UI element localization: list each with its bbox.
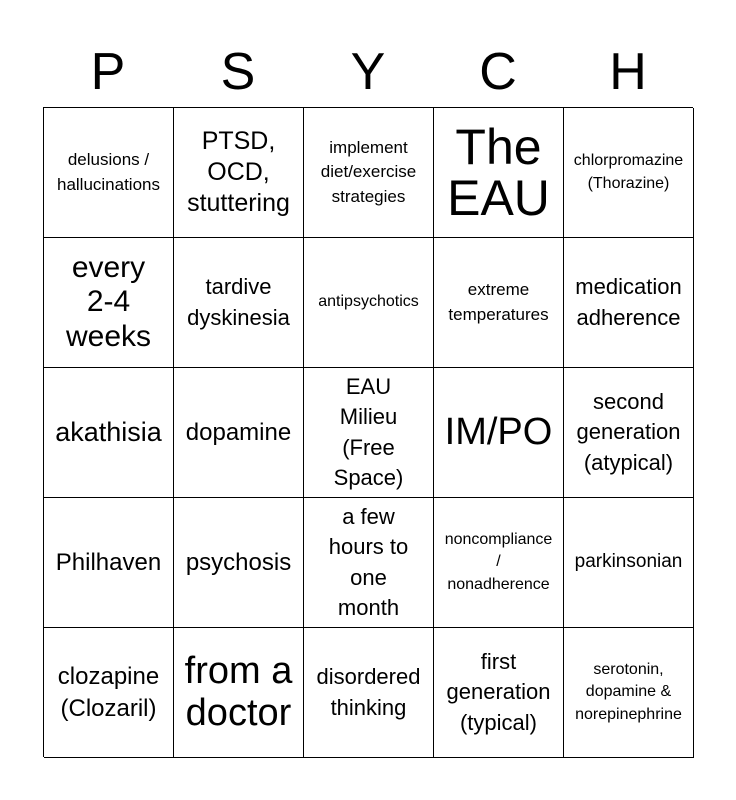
cell-text: Philhaven (55, 548, 162, 576)
bingo-cell[interactable] (564, 498, 694, 628)
bingo-cell[interactable] (564, 108, 694, 238)
header-letter-h: H (609, 43, 647, 101)
cell-text: The EAU (447, 118, 550, 226)
cell-text: chlorpromazine (Thorazine) (573, 152, 684, 192)
cell-text: disordered thinking (316, 664, 421, 720)
cell-text: every 2-4 weeks (65, 250, 152, 353)
cell-text: a few hours to one month (328, 503, 409, 620)
cell-text: EAU Milieu (Free Space) (333, 373, 404, 490)
cell-text: noncompliance / nonadherence (444, 530, 553, 593)
bingo-cell[interactable] (44, 628, 174, 758)
bingo-cell[interactable] (174, 628, 304, 758)
bingo-cell[interactable] (434, 628, 564, 758)
bingo-cell[interactable] (564, 238, 694, 368)
bingo-cell[interactable] (44, 238, 174, 368)
bingo-cell[interactable] (44, 498, 174, 628)
bingo-cell[interactable] (434, 498, 564, 628)
cell-text: tardive dyskinesia (187, 274, 290, 330)
bingo-cell[interactable] (174, 498, 304, 628)
bingo-cell[interactable] (434, 368, 564, 498)
header-letter-s: S (220, 43, 256, 101)
cell-text: second generation (atypical) (576, 388, 681, 475)
bingo-cell[interactable] (304, 108, 434, 238)
bingo-header (43, 40, 693, 104)
header-letter-c: C (479, 43, 517, 101)
bingo-cell[interactable] (434, 108, 564, 238)
cell-text: IM/PO (444, 410, 553, 453)
cell-text: delusions / hallucinations (56, 149, 160, 194)
bingo-cell[interactable] (44, 108, 174, 238)
cell-text: akathisia (55, 416, 162, 447)
header-letter-y: Y (350, 43, 386, 101)
cell-text: dopamine (185, 418, 292, 446)
cell-text: psychosis (185, 548, 292, 576)
cell-text: serotonin, dopamine & norepinephrine (575, 660, 682, 723)
bingo-cell[interactable] (564, 628, 694, 758)
bingo-cell[interactable] (434, 238, 564, 368)
cell-text: first generation (typical) (446, 648, 551, 735)
bingo-cell[interactable] (174, 368, 304, 498)
cell-text: extreme temperatures (448, 279, 549, 324)
header-letter-p: P (90, 43, 126, 101)
bingo-cell[interactable] (304, 238, 434, 368)
cell-text: medication adherence (575, 274, 682, 330)
cell-text: parkinsonian (574, 551, 683, 573)
bingo-cell[interactable] (174, 108, 304, 238)
bingo-cell[interactable] (304, 498, 434, 628)
cell-text: clozapine (Clozaril) (57, 663, 160, 722)
cell-text: from a doctor (184, 649, 293, 734)
bingo-cell[interactable] (174, 238, 304, 368)
bingo-cell[interactable] (564, 368, 694, 498)
bingo-cell[interactable] (304, 628, 434, 758)
cell-text: antipsychotics (318, 293, 419, 311)
bingo-board (43, 107, 693, 757)
bingo-cell[interactable] (44, 368, 174, 498)
cell-text: PTSD, OCD, stuttering (187, 126, 290, 218)
cell-text: implement diet/exercise strategies (320, 137, 417, 206)
bingo-cell free-space[interactable] (304, 368, 434, 498)
